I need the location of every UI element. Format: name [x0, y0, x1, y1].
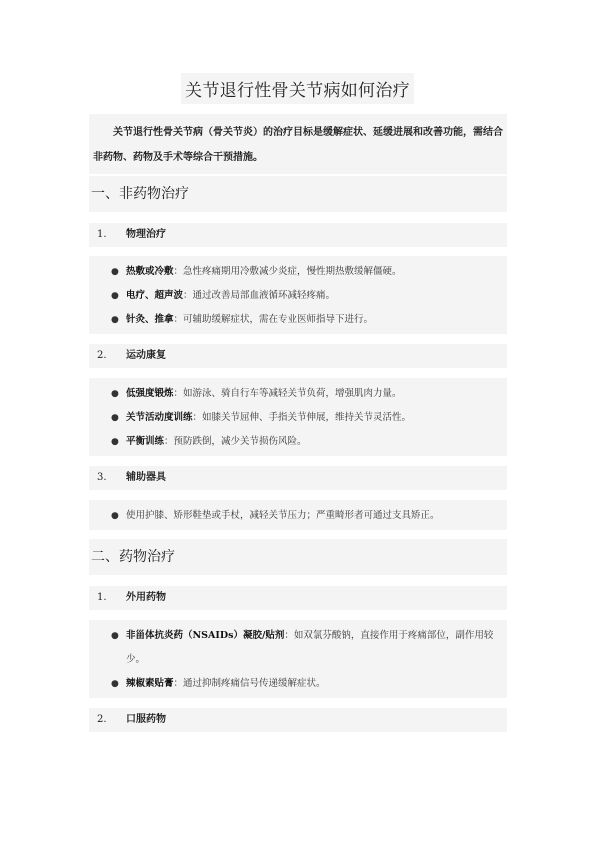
item-number: 2. — [97, 714, 107, 725]
section-heading-non-drug: 一、非药物治疗 — [89, 176, 507, 212]
bullet-term: 关节活动度训练 — [126, 412, 193, 423]
list-item — [89, 430, 507, 454]
bullet-term: 电疗、超声波 — [126, 290, 184, 301]
bullet-term: 热敷或冷敷 — [126, 266, 174, 277]
bullet-list-exercise-rehab — [89, 378, 507, 456]
item-number: 1. — [97, 592, 107, 603]
list-item — [89, 504, 507, 528]
numbered-item-physical-therapy — [89, 223, 507, 247]
list-item — [89, 260, 507, 284]
bullet-dot-icon: ● — [111, 267, 119, 277]
bullet-list-physical-therapy — [89, 256, 507, 334]
item-label: 运动康复 — [126, 350, 166, 361]
bullet-dot-icon: ● — [111, 679, 119, 689]
list-item — [89, 308, 507, 332]
bullet-term: 低强度锻炼 — [126, 388, 174, 399]
bullet-list-assistive-devices — [89, 500, 507, 530]
bullet-text: ：如游泳、骑自行车等减轻关节负荷，增强肌肉力量。 — [173, 388, 402, 399]
numbered-item-assistive-devices — [89, 466, 507, 490]
item-label: 辅助器具 — [126, 472, 166, 483]
bullet-term: 平衡训练 — [126, 436, 165, 447]
bullet-term: 非甾体抗炎药（NSAIDs）凝胶/贴剂 — [126, 630, 285, 641]
list-item — [89, 672, 507, 696]
item-label: 物理治疗 — [126, 229, 166, 240]
bullet-dot-icon: ● — [111, 315, 119, 325]
intro-paragraph — [89, 114, 507, 174]
bullet-text: ：如双氯芬酸钠，直接作用于疼痛部位，副作用较少。 — [126, 630, 494, 665]
bullet-dot-icon: ● — [111, 511, 119, 521]
list-item — [89, 284, 507, 308]
bullet-dot-icon: ● — [111, 291, 119, 301]
intro-text: 关节退行性骨关节病（骨关节炎）的治疗目标是缓解症状、延缓进展和改善功能，需结合非药物、药物及手术等综合干预措施。 — [93, 127, 503, 163]
bullet-term: 针灸、推拿 — [126, 314, 174, 325]
bullet-text: ：可辅助缓解症状，需在专业医师指导下进行。 — [173, 314, 374, 325]
page-title: 关节退行性骨关节病如何治疗 — [181, 73, 414, 104]
bullet-dot-icon: ● — [111, 631, 119, 641]
bullet-dot-icon: ● — [111, 437, 119, 447]
bullet-text: ：通过抑制疼痛信号传递缓解症状。 — [173, 678, 326, 689]
numbered-item-oral-drugs — [89, 708, 507, 732]
list-item — [89, 382, 507, 406]
bullet-text: ：通过改善局部血液循环减轻疼痛。 — [183, 290, 336, 301]
list-item — [89, 624, 507, 672]
numbered-item-topical-drugs — [89, 586, 507, 610]
bullet-text: 使用护膝、矫形鞋垫或手杖，减轻关节压力；严重畸形者可通过支具矫正。 — [126, 510, 440, 521]
bullet-list-topical-drugs — [89, 620, 507, 698]
list-item — [89, 406, 507, 430]
bullet-text: ：预防跌倒，减少关节损伤风险。 — [164, 436, 307, 447]
bullet-dot-icon: ● — [111, 389, 119, 399]
item-label: 口服药物 — [126, 714, 166, 725]
section-heading-drug: 二、药物治疗 — [89, 539, 507, 575]
bullet-dot-icon: ● — [111, 413, 119, 423]
bullet-text: ：急性疼痛期用冷敷减少炎症，慢性期热敷缓解僵硬。 — [173, 266, 402, 277]
item-label: 外用药物 — [126, 592, 166, 603]
item-number: 1. — [97, 229, 107, 240]
numbered-item-exercise-rehab — [89, 344, 507, 368]
item-number: 3. — [97, 472, 107, 483]
title-wrap — [0, 73, 595, 104]
bullet-text: ：如膝关节屈伸、手指关节伸展，维持关节灵活性。 — [192, 412, 412, 423]
bullet-term: 辣椒素贴膏 — [126, 678, 174, 689]
item-number: 2. — [97, 350, 107, 361]
